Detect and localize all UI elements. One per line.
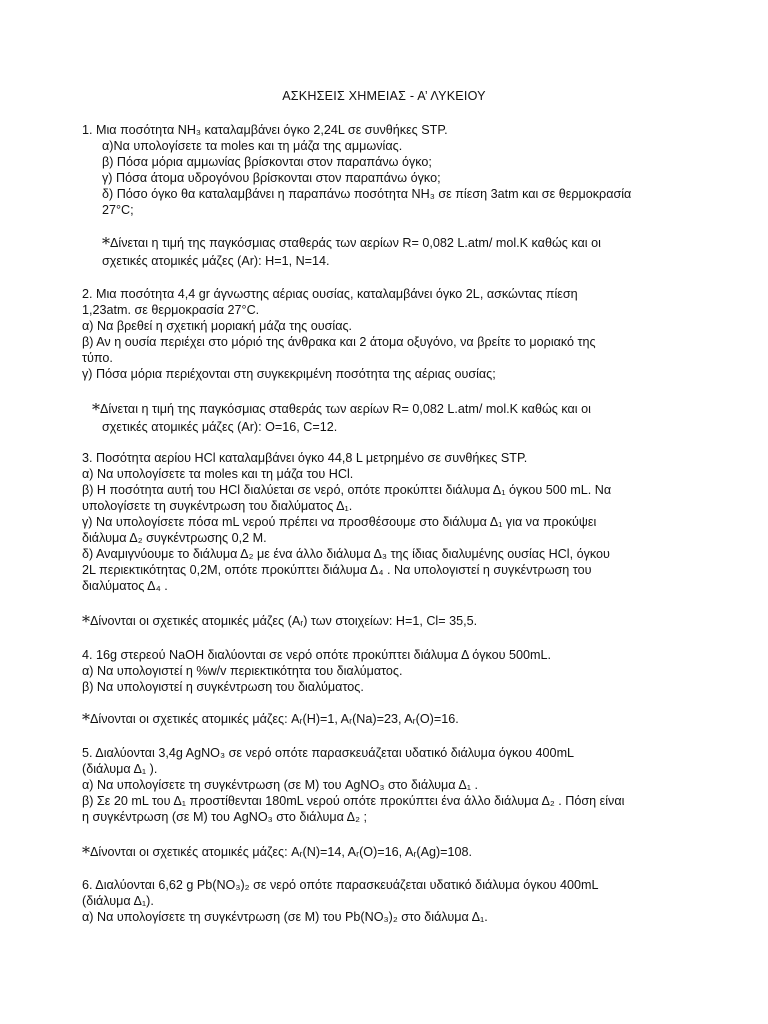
question-4-part-b: β) Να υπολογιστεί η συγκέντρωση του διαλύματος. — [82, 680, 364, 694]
question-3-part-c-cont: διάλυμα Δ₂ συγκέντρωσης 0,2 M. — [82, 531, 267, 545]
asterisk-icon: * — [82, 710, 90, 729]
asterisk-icon: * — [92, 400, 100, 419]
question-3-part-a: α) Να υπολογίσετε τα moles και τη μάζα του HCl. — [82, 467, 354, 481]
question-3 — [82, 450, 682, 594]
asterisk-icon: * — [102, 234, 110, 253]
question-3-part-d: δ) Αναμιγνύουμε το διάλυμα Δ₂ με ένα άλλο διάλυμα Δ₃ της ίδιας διαλυμένης ουσίας HCl, όγκου — [82, 547, 610, 561]
question-3-part-d-cont: 2L περιεκτικότητας 0,2M, οπότε προκύπτει διάλυμα Δ₄ . Να υπολογιστεί η συγκέντρωση του — [82, 563, 592, 577]
question-3-part-b: β) Η ποσότητα αυτή του HCl διαλύεται σε νερό, οπότε προκύπτει διάλυμα Δ₁ όγκου 500 mL. Να — [82, 483, 612, 497]
question-1-part-c: γ) Πόσα άτομα υδρογόνου βρίσκονται στον παραπάνω όγκο; — [102, 171, 441, 185]
page-title: ΑΣΚΗΣΕΙΣ ΧΗΜΕΙΑΣ - Α’ ΛΥΚΕΙΟΥ — [282, 89, 486, 103]
question-5 — [82, 745, 682, 825]
question-1-part-a: α)Να υπολογίσετε τα moles και τη μάζα της αμμωνίας. — [102, 139, 403, 153]
question-6-part-a: α) Να υπολογίσετε τη συγκέντρωση (σε M) του Pb(NO₃)₂ στο διάλυμα Δ₁. — [82, 910, 488, 924]
question-5-stem-cont: (διάλυμα Δ₁ ). — [82, 762, 158, 776]
question-2-note-line-1: *Δίνεται η τιμή της παγκόσμιας σταθεράς των αερίων R= 0,082 L.atm/ mol.K καθώς και οι — [92, 400, 591, 419]
question-2-part-b: β) Αν η ουσία περιέχει στο μόριό της άνθρακα και 2 άτομα οξυγόνο, να βρείτε το μοριακό της — [82, 335, 596, 349]
question-1-part-d: δ) Πόσο όγκο θα καταλαμβάνει η παραπάνω ποσότητα NH₃ σε πίεση 3atm και σε θερμοκρασία — [102, 187, 632, 201]
question-1-part-b: β) Πόσα μόρια αμμωνίας βρίσκονται στον παραπάνω όγκο; — [102, 155, 432, 169]
question-3-part-c: γ) Να υπολογίσετε πόσα mL νερού πρέπει να προσθέσουμε στο διάλυμα Δ₁ για να προκύψει — [82, 515, 597, 529]
question-4 — [82, 647, 682, 695]
question-2-part-a: α) Να βρεθεί η σχετική μοριακή μάζα της ουσίας. — [82, 319, 353, 333]
question-2-note — [92, 399, 591, 436]
question-5-note — [82, 842, 472, 862]
question-5-part-a: α) Να υπολογίσετε τη συγκέντρωση (σε M) του AgNO₃ στο διάλυμα Δ₁ . — [82, 778, 478, 792]
question-1 — [82, 122, 682, 218]
question-4-note-line-1: *Δίνονται οι σχετικές ατομικές μάζες: Aᵣ(H)=1, Aᵣ(Na)=23, Aᵣ(O)=16. — [82, 710, 459, 729]
question-2 — [82, 286, 682, 382]
question-5-part-b-cont: η συγκέντρωση (σε M) του AgNO₃ στο διάλυμα Δ₂ ; — [82, 810, 367, 824]
question-2-part-c: γ) Πόσα μόρια περιέχονται στη συγκεκριμένη ποσότητα της αέριας ουσίας; — [82, 367, 496, 381]
question-4-part-a: α) Να υπολογιστεί η %w/v περιεκτικότητα του διαλύματος. — [82, 664, 403, 678]
question-4-note — [82, 709, 459, 729]
question-3-note — [82, 611, 477, 631]
question-2-stem: 2. Μια ποσότητα 4,4 gr άγνωστης αέριας ουσίας, καταλαμβάνει όγκο 2L, ασκώντας πίεση — [82, 287, 578, 301]
question-5-stem: 5. Διαλύονται 3,4g AgNO₃ σε νερό οπότε παρασκευάζεται υδατικό διάλυμα όγκου 400mL — [82, 746, 575, 760]
asterisk-icon: * — [82, 612, 90, 631]
question-3-part-d-cont-2: διαλύματος Δ₄ . — [82, 579, 168, 593]
question-1-part-d-cont: 27°C; — [102, 203, 134, 217]
question-5-part-b: β) Σε 20 mL του Δ₁ προστίθενται 180mL νερού οπότε προκύπτει ένα άλλο διάλυμα Δ₂ . Πόση είναι — [82, 794, 625, 808]
question-1-note-line-1: *Δίνεται η τιμή της παγκόσμιας σταθεράς των αερίων R= 0,082 L.atm/ mol.K καθώς και οι — [102, 234, 601, 253]
question-2-stem-cont: 1,23atm. σε θερμοκρασία 27°C. — [82, 303, 260, 317]
question-1-note-line-2: σχετικές ατομικές μάζες (Ar): H=1, N=14. — [102, 253, 330, 268]
question-4-stem: 4. 16g στερεού NaOH διαλύονται σε νερό οπότε προκύπτει διάλυμα Δ όγκου 500mL. — [82, 648, 552, 662]
question-2-part-b-cont: τύπο. — [82, 351, 113, 365]
question-6-stem-cont: (διάλυμα Δ₁). — [82, 894, 154, 908]
question-6 — [82, 877, 682, 925]
question-3-stem: 3. Ποσότητα αερίου HCl καταλαμβάνει όγκο 44,8 L μετρημένο σε συνθήκες STP. — [82, 451, 528, 465]
question-2-note-line-2: σχετικές ατομικές μάζες (Ar): O=16, C=12. — [102, 419, 338, 434]
question-3-part-b-cont: υπολογίσετε τη συγκέντρωση του διαλύματος Δ₁. — [82, 499, 353, 513]
question-1-note — [102, 233, 601, 270]
question-5-note-line-1: *Δίνονται οι σχετικές ατομικές μάζες: Aᵣ(N)=14, Aᵣ(O)=16, Aᵣ(Ag)=108. — [82, 843, 473, 862]
question-3-note-line-1: *Δίνονται οι σχετικές ατομικές μάζες (Aᵣ) των στοιχείων: H=1, Cl= 35,5. — [82, 612, 478, 631]
question-6-stem: 6. Διαλύονται 6,62 g Pb(NO₃)₂ σε νερό οπότε παρασκευάζεται υδατικό διάλυμα όγκου 400mL — [82, 878, 599, 892]
question-1-stem: 1. Μια ποσότητα NH₃ καταλαμβάνει όγκο 2,24L σε συνθήκες STP. — [82, 123, 448, 137]
asterisk-icon: * — [82, 843, 90, 862]
